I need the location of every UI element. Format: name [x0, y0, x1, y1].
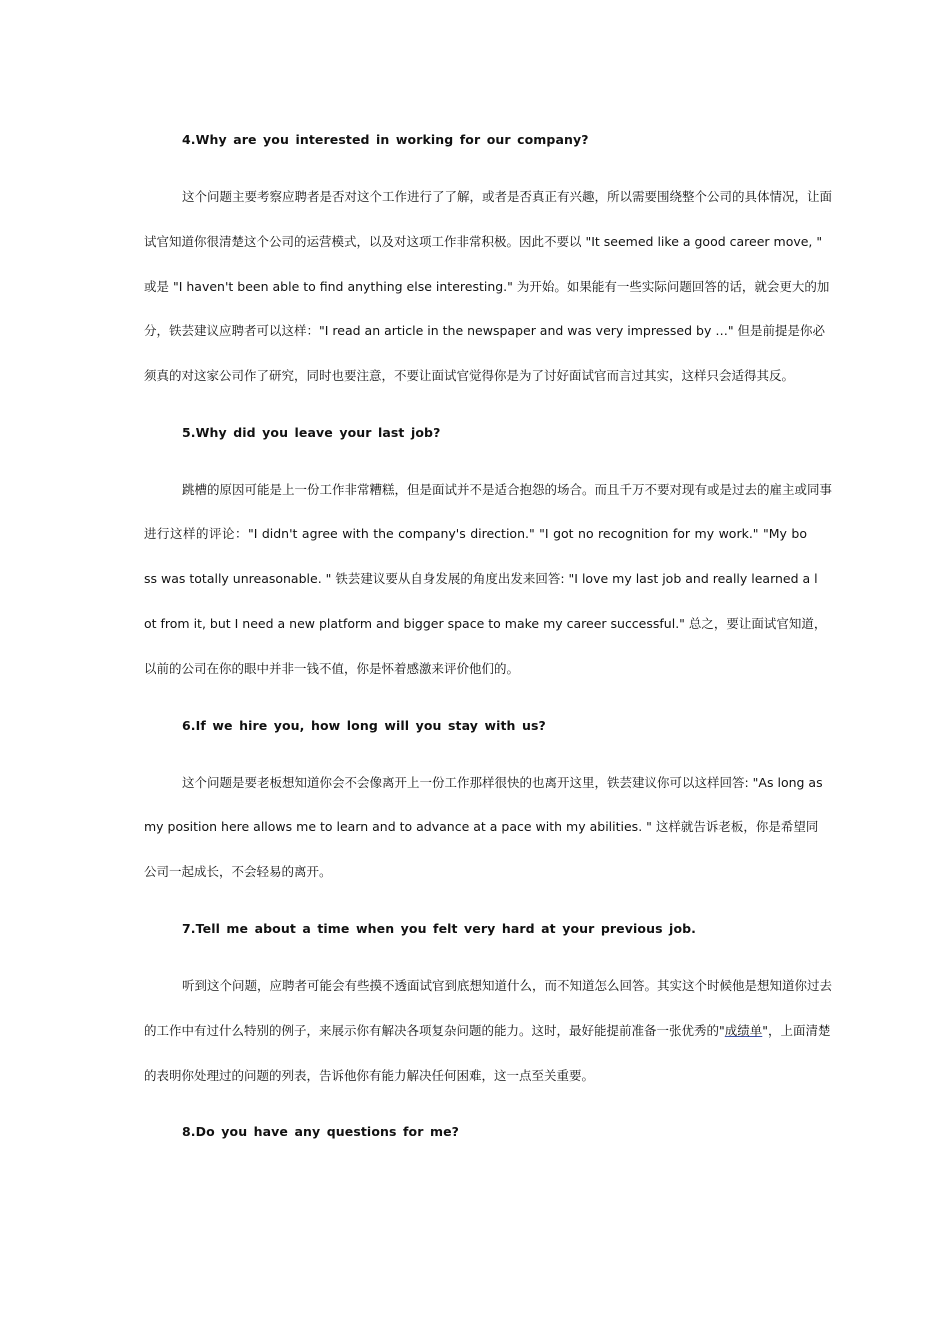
question-heading-6: 6.If we hire you, how long will you stay with us?	[182, 718, 546, 733]
paragraph-line: 跳槽的原因可能是上一份工作非常糟糕，但是面试并不是适合抱怨的场合。而且千万不要对现有或是过去的雇主或同事	[182, 482, 833, 497]
paragraph-line: 进行这样的评论："I didn't agree with the company's direction." "I got no recognition for my work." "My bo	[144, 526, 807, 541]
paragraph-line: 或是 "I haven't been able to find anything else interesting." 为开始。如果能有一些实际问题回答的话，就会更大的加	[144, 279, 830, 294]
paragraph-line: 这个问题是要老板想知道你会不会像离开上一份工作那样很快的也离开这里，铁芸建议你可以这样回答: "As long as	[182, 775, 823, 790]
question-heading-5: 5.Why did you leave your last job?	[182, 425, 441, 440]
paragraph-text: "，上面清楚	[762, 1023, 831, 1038]
paragraph-line: 分，铁芸建议应聘者可以这样："I read an article in the newspaper and was very impressed by …" 但是前提是你必	[144, 323, 826, 338]
paragraph-line: 试官知道你很清楚这个公司的运营模式，以及对这项工作非常积极。因此不要以 "It seemed like a good career move, "	[144, 234, 823, 249]
paragraph-text: 的工作中有过什么特别的例子，来展示你有解决各项复杂问题的能力。这时，最好能提前准备一张优秀的"	[144, 1023, 725, 1038]
question-heading-4: 4.Why are you interested in working for our company?	[182, 132, 589, 147]
question-heading-8: 8.Do you have any questions for me?	[182, 1124, 459, 1139]
paragraph-line: 公司一起成长，不会轻易的离开。	[144, 864, 332, 879]
paragraph-line: 以前的公司在你的眼中并非一钱不值，你是怀着感激来评价他们的。	[144, 661, 520, 676]
paragraph-line: ot from it, but I need a new platform and bigger space to make my career successful." 总之，要让面试官知道，	[144, 616, 827, 631]
question-heading-7: 7.Tell me about a time when you felt very hard at your previous job.	[182, 921, 697, 936]
paragraph-line: my position here allows me to learn and to advance at a pace with my abilities. " 这样就告诉老板，你是希望同	[144, 819, 819, 834]
paragraph-line: ss was totally unreasonable. " 铁芸建议要从自身发展的角度出发来回答: "I love my last job and really learned a l	[144, 571, 818, 586]
paragraph-line: 须真的对这家公司作了研究，同时也要注意，不要让面试官觉得你是为了讨好面试官而言过其实，这样只会适得其反。	[144, 368, 795, 383]
paragraph-line	[144, 1023, 831, 1039]
paragraph-line: 听到这个问题，应聘者可能会有些摸不透面试官到底想知道什么，而不知道怎么回答。其实这个时候他是想知道你过去	[182, 978, 833, 993]
paragraph-line: 这个问题主要考察应聘者是否对这个工作进行了了解，或者是否真正有兴趣，所以需要围绕整个公司的具体情况，让面	[182, 189, 833, 204]
paragraph-line: 的表明你处理过的问题的列表，告诉他你有能力解决任何困难，这一点至关重要。	[144, 1068, 595, 1083]
report-card-link[interactable]: 成绩单	[724, 1023, 763, 1038]
